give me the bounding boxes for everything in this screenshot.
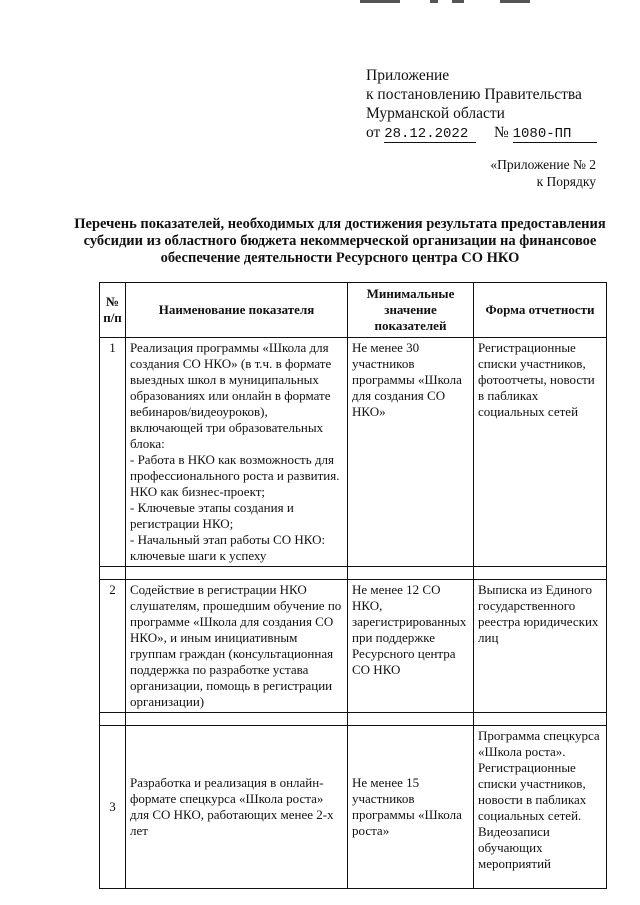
table-header-row xyxy=(100,283,607,338)
reference-order: к Порядку xyxy=(536,174,596,189)
row-indicator-name: Содействие в регистрации НКО слушателям, прошедшим обучение по программе «Школа для создания СО НКО», и иным инициативным группам граждан (консультационная поддержка по разработке устава организации, помощь в регистрации организации) xyxy=(126,580,348,713)
table-row xyxy=(100,726,607,889)
reference-appendix: «Приложение № 2 xyxy=(490,157,596,172)
row-min-value: Не менее 30 участников программы «Школа для создания СО НКО» xyxy=(348,338,474,567)
decree-date: 28.12.2022 xyxy=(384,126,476,143)
header-min-value: Минимальные значение показателей xyxy=(348,283,474,338)
header-num: № п/п xyxy=(100,283,126,338)
row-separator xyxy=(100,713,607,726)
row-min-value: Не менее 12 СО НКО, зарегистрированных при поддержке Ресурсного центра СО НКО xyxy=(348,580,474,713)
row-report-form: Регистрационные списки участников, фотоотчеты, новости в пабликах социальных сетей xyxy=(474,338,607,567)
appendix-decree: к постановлению Правительства xyxy=(366,86,582,103)
table-row xyxy=(100,338,607,567)
row-num: 3 xyxy=(100,726,126,889)
document-title: Перечень показателей, необходимых для достижения результата предоставления субсидии из областного бюджета некоммерческой организации на финансовое обеспечение деятельности Ресурсного центра СО НКО xyxy=(74,216,606,266)
header-report-form: Форма отчетности xyxy=(474,283,607,338)
row-num: 2 xyxy=(100,580,126,713)
row-report-form: Выписка из Единого государственного реестра юридических лиц xyxy=(474,580,607,713)
table-row xyxy=(100,580,607,713)
appendix-block xyxy=(366,66,597,143)
row-indicator-name: Реализация программы «Школа для создания СО НКО» (в т.ч. в формате выездных школ в муниципальных образованиях или онлайн в формате вебинаров/видеоуроков), включающей три образовательных блока: - Работа в НКО как возможность для профессионального роста и развития. НКО как бизнес-проект; - Ключевые этапы создания и регистрации НКО; - Начальный этап работы СО НКО: ключевые шаги к успеху xyxy=(126,338,348,567)
appendix-region: Мурманской области xyxy=(366,105,505,122)
row-min-value: Не менее 15 участников программы «Школа роста» xyxy=(348,726,474,889)
row-separator xyxy=(100,567,607,580)
row-indicator-name: Разработка и реализация в онлайн-формате спецкурса «Школа роста» для СО НКО, работающих менее 2-х лет xyxy=(126,726,348,889)
indicators-table xyxy=(99,282,607,889)
appendix-title: Приложение xyxy=(366,67,450,84)
row-report-form: Программа спецкурса «Школа роста». Регистрационные списки участников, новости в пабликах социальных сетей. Видеозаписи обучающих мероприятий xyxy=(474,726,607,889)
row-num: 1 xyxy=(100,338,126,567)
decree-number: 1080-ПП xyxy=(513,126,597,143)
date-prefix: от xyxy=(366,124,381,141)
appendix-date-number xyxy=(366,123,597,143)
header-name: Наименование показателя xyxy=(126,283,348,338)
number-prefix: № xyxy=(493,124,509,141)
scan-top-marks xyxy=(360,0,540,4)
reference-block xyxy=(490,156,596,190)
